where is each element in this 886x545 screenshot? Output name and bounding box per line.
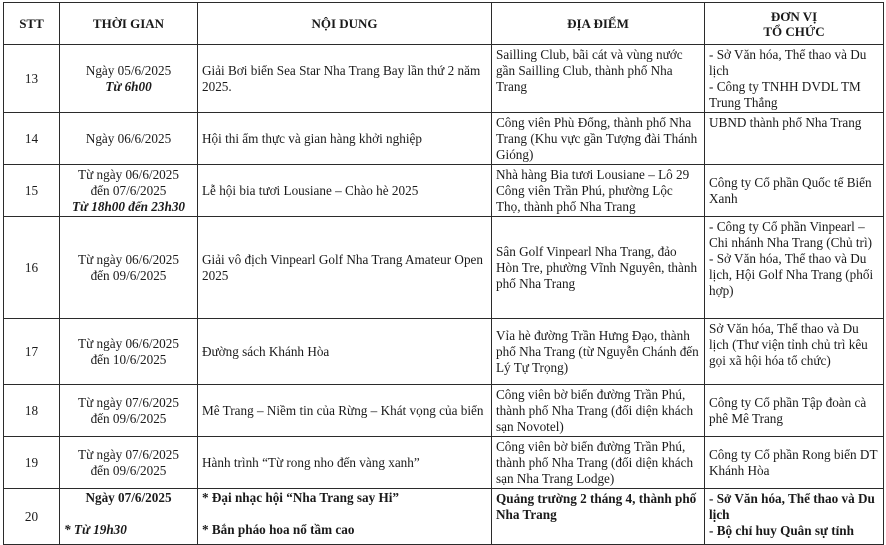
row-org: [705, 165, 884, 217]
row-time: [60, 319, 198, 385]
org-line: - Công ty Cổ phần Vinpearl – Chi nhánh Nha Trang (Chủ trì): [709, 219, 873, 250]
row-org: [705, 437, 884, 489]
table-row: [4, 319, 884, 385]
time-note: Từ 6h00: [105, 78, 152, 94]
time-line: Ngày 06/6/2025: [85, 130, 172, 146]
row-content: Mê Trang – Niềm tin của Rừng – Khát vọng của biển: [198, 385, 492, 437]
row-org: [705, 319, 884, 385]
table-row: [4, 489, 884, 545]
row-content: Giải Bơi biển Sea Star Nha Trang Bay lần thứ 2 năm 2025.: [198, 45, 492, 113]
org-line: Công ty Cổ phần Tập đoàn cà phê Mê Trang: [709, 395, 867, 426]
org-line: Công ty Cổ phần Quốc tế Biển Xanh: [709, 175, 872, 206]
row-place: Sân Golf Vinpearl Nha Trang, đảo Hòn Tre, phường Vĩnh Nguyên, thành phố Nha Trang: [492, 217, 705, 319]
time-line: Từ ngày 06/6/2025: [78, 251, 179, 267]
row-org: [705, 217, 884, 319]
row-place: Công viên bờ biển đường Trần Phú, thành phố Nha Trang (đối diện khách sạn Nha Trang Lodge): [492, 437, 705, 489]
time-line: đến 09/6/2025: [90, 462, 167, 478]
row-org: [705, 45, 884, 113]
header-time: THỜI GIAN: [60, 3, 198, 45]
org-line: - Công ty TNHH DVDL TM Trung Thắng: [709, 79, 861, 110]
header-stt: STT: [4, 3, 60, 45]
row-content: [198, 489, 492, 545]
time-line: đến 07/6/2025: [90, 182, 167, 198]
org-line: Sở Văn hóa, Thể thao và Du lịch (Thư viện tỉnh chủ trì kêu gọi xã hội hóa tổ chức): [709, 321, 868, 368]
header-org: [705, 3, 884, 45]
row-org: [705, 113, 884, 165]
row-org: [705, 385, 884, 437]
time-line: Từ ngày 06/6/2025: [78, 335, 179, 351]
time-line: đến 09/6/2025: [90, 410, 167, 426]
row-content: Hành trình “Từ rong nho đến vàng xanh”: [198, 437, 492, 489]
time-line: đến 09/6/2025: [90, 267, 167, 283]
header-org-line2: TỔ CHỨC: [763, 23, 825, 39]
content-line: * Đại nhạc hội “Nha Trang say Hi”: [202, 490, 399, 505]
row-place: Quảng trường 2 tháng 4, thành phố Nha Trang: [492, 489, 705, 545]
time-line: đến 10/6/2025: [90, 351, 167, 367]
row-time: [60, 489, 198, 545]
org-line: Công ty Cổ phần Rong biển DT Khánh Hòa: [709, 447, 878, 478]
content-line: * Bắn pháo hoa nổ tầm cao: [202, 522, 355, 537]
row-stt: 16: [4, 217, 60, 319]
row-content: Đường sách Khánh Hòa: [198, 319, 492, 385]
row-content: Lễ hội bia tươi Lousiane – Chào hè 2025: [198, 165, 492, 217]
row-place: Sailling Club, bãi cát và vùng nước gần Sailling Club, thành phố Nha Trang: [492, 45, 705, 113]
row-stt: 20: [4, 489, 60, 545]
table-row: [4, 217, 884, 319]
time-line: Từ ngày 06/6/2025: [78, 166, 179, 182]
row-org: [705, 489, 884, 545]
time-line: Ngày 05/6/2025: [85, 62, 172, 78]
row-stt: 18: [4, 385, 60, 437]
org-line: - Bộ chỉ huy Quân sự tỉnh: [709, 523, 854, 538]
time-note: * Từ 19h30: [64, 522, 127, 537]
table-row: [4, 113, 884, 165]
table-row: [4, 45, 884, 113]
row-time: [60, 165, 198, 217]
row-place: Công viên Phù Đổng, thành phố Nha Trang (Khu vực gần Tượng đài Thánh Gióng): [492, 113, 705, 165]
table-row: [4, 385, 884, 437]
time-note: Từ 18h00 đến 23h30: [71, 198, 186, 214]
events-table: [3, 2, 884, 545]
org-line: UBND thành phố Nha Trang: [709, 115, 862, 130]
org-line: - Sở Văn hóa, Thể thao và Du lịch: [709, 491, 875, 522]
row-place: Nhà hàng Bia tươi Lousiane – Lô 29 Công viên Trần Phú, phường Lộc Thọ, thành phố Nha Trang: [492, 165, 705, 217]
row-time: [60, 45, 198, 113]
row-stt: 15: [4, 165, 60, 217]
row-stt: 13: [4, 45, 60, 113]
row-content: Hội thi ẩm thực và gian hàng khởi nghiệp: [198, 113, 492, 165]
org-line: - Sở Văn hóa, Thể thao và Du lịch, Hội Golf Nha Trang (phối hợp): [709, 251, 874, 298]
row-time: [60, 113, 198, 165]
row-time: [60, 217, 198, 319]
row-stt: 19: [4, 437, 60, 489]
row-stt: 14: [4, 113, 60, 165]
header-org-line1: ĐƠN VỊ: [770, 8, 818, 24]
table-row: [4, 165, 884, 217]
time-line: Từ ngày 07/6/2025: [78, 394, 179, 410]
org-line: - Sở Văn hóa, Thể thao và Du lịch: [709, 47, 867, 78]
time-line: Từ ngày 07/6/2025: [78, 446, 179, 462]
time-line: Ngày 07/6/2025: [85, 490, 172, 505]
row-place: Vỉa hè đường Trần Hưng Đạo, thành phố Nha Trang (từ Nguyễn Chánh đến Lý Tự Trọng): [492, 319, 705, 385]
row-time: [60, 385, 198, 437]
header-content: NỘI DUNG: [198, 3, 492, 45]
table-row: [4, 437, 884, 489]
row-time: [60, 437, 198, 489]
row-place: Công viên bờ biển đường Trần Phú, thành phố Nha Trang (đối diện khách sạn Novotel): [492, 385, 705, 437]
header-place: ĐỊA ĐIỂM: [492, 3, 705, 45]
row-stt: 17: [4, 319, 60, 385]
row-content: Giải vô địch Vinpearl Golf Nha Trang Amateur Open 2025: [198, 217, 492, 319]
